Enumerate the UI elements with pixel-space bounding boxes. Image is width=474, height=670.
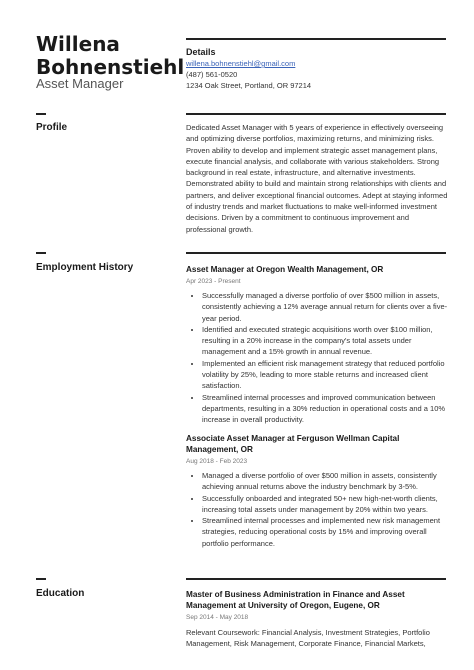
job-title-1: Asset Manager at Oregon Wealth Management, OR (186, 265, 384, 274)
job-dates-1: Apr 2023 - Present (186, 278, 241, 285)
profile-heading: Profile (36, 122, 68, 133)
employment-marker (36, 252, 46, 254)
profile-marker (36, 113, 46, 115)
education-marker (36, 578, 46, 580)
degree-title: Master of Business Administration in Finance and Asset Management at University of Oregon, Eugene, OR (186, 590, 405, 610)
details-divider (186, 38, 446, 40)
list-item: • Identified and executed strategic acquisitions worth over $100 million, resulting in a 20% increase in the company's total assets under management and a 15% growth in annual revenue. (202, 324, 448, 358)
degree-dates: Sep 2014 - May 2018 (186, 614, 249, 621)
email-link[interactable]: willena.bohnenstiehl@gmail.com (186, 59, 296, 68)
list-item: • Successfully onboarded and integrated 50+ new high-net-worth clients, increasing total assets under management by 20% within two years. (202, 493, 448, 516)
phone-number: (487) 561-0520 (186, 70, 238, 79)
list-item: • Implemented an efficient risk management strategy that reduced portfolio volatility by 25%, leading to more stable returns and increased client satisfaction. (202, 358, 448, 392)
list-item: • Streamlined internal processes and implemented new risk management strategies, reducing operational costs by 15% and improving overall portfolio performance. (202, 515, 448, 549)
education-heading: Education (36, 588, 85, 599)
candidate-name (36, 32, 185, 79)
list-item: • Managed a diverse portfolio of over $500 million in assets, consistently achieving annual returns above the industry benchmark by 3-5%. (202, 470, 448, 493)
job-bullets-1 (186, 290, 448, 426)
coursework: Relevant Coursework: Financial Analysis, Investment Strategies, Portfolio Management, Risk Management, Corporate Finance, Financial Markets, (186, 628, 430, 649)
list-item: • Streamlined internal processes and improved communication between departments, resulting in a 30% reduction in operational costs and a 10% increase in overall productivity. (202, 392, 448, 426)
education-divider (186, 578, 446, 580)
job-dates-2: Aug 2018 - Feb 2023 (186, 458, 248, 465)
job-title-2: Associate Asset Manager at Ferguson Wellman Capital Management, OR (186, 434, 400, 454)
list-item: • Successfully managed a diverse portfolio of over $500 million in assets, consistently achieving a 12% average annual return for clients over a five-year period. (202, 290, 448, 324)
job-bullets-2 (186, 470, 448, 549)
last-name: Bohnenstiehl (36, 55, 185, 79)
profile-divider (186, 113, 446, 115)
address: 1234 Oak Street, Portland, OR 97214 (186, 81, 312, 90)
first-name: Willena (36, 32, 120, 56)
employment-heading: Employment History (36, 262, 134, 273)
job-role: Asset Manager (36, 76, 124, 91)
profile-summary: Dedicated Asset Manager with 5 years of experience in effectively overseeing and optimizing diverse portfolios, maximizing returns, and minimizing risks. Proven ability to develop and implement strategic asset management plans, execute financial analysis, and collaborate with various stakeholders. Strong background in real estate, infrastructure, and alternative investments. Demonstrated ability to build and maintain strong relationships with clients and partners, and deliver exceptional financial outcomes. Adept at staying informed of industry trends and market fluctuations to make well-informed investment decisions. Driven by a commitment to continuous improvement and professional growth. (186, 123, 448, 234)
details-heading: Details (186, 47, 216, 57)
employment-divider (186, 252, 446, 254)
